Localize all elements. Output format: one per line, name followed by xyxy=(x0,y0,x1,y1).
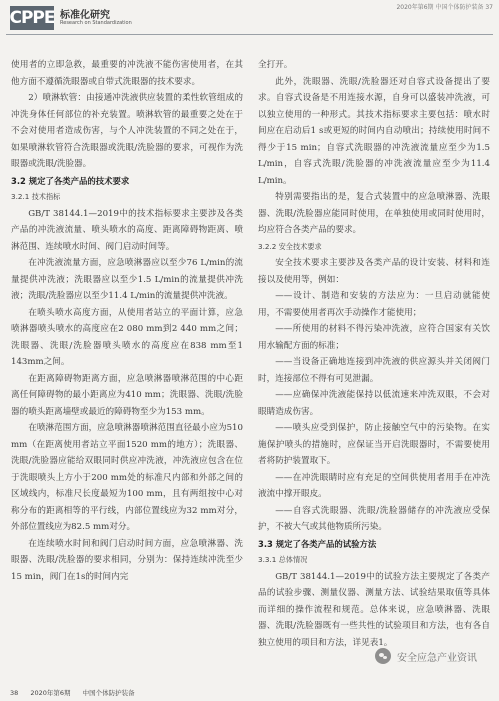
list-item: ——当设备正确地连接到冲洗液的供应源头并关闭阀门时，连接部位不得有可见泄漏。 xyxy=(258,357,490,384)
journal-logo: CPPE xyxy=(9,8,55,28)
paragraph: 在喷头喷水高度方面，从使用者站立的平面计算，应急喷淋器喷头喷水的高度应在2 080 mm到2 440 mm之间；洗眼器、洗眼/洗脸器喷头喷水的高度应在838 mm至1 143mm之间。 xyxy=(11,307,243,367)
list-item: ——应确保冲洗液能保持以低流速来冲洗双眼，不会对眼睛造成伤害。 xyxy=(258,390,490,417)
page-number: 38 xyxy=(10,689,19,697)
paragraph: 安全技术要求主要涉及各类产品的设计安装、材料和连接以及使用等，例如： xyxy=(258,258,490,285)
list-item: ——在冲洗眼睛时应有充足的空间供使用者用手在冲洗液流中撑开眼皮。 xyxy=(258,472,490,499)
paragraph: 2）喷淋软管：由接通冲洗液供应装置的柔性软管组成的冲洗身体任何部位的补充装置。喷淋软管的最重要之处在于不会对使用者造成伤害，与个人冲洗装置的不同之处在于，如果喷淋软管符合洗眼器或洗眼/洗脸器的要求，可视作为洗眼器或洗眼/洗脸器。 xyxy=(11,93,243,169)
paragraph: 特别需要指出的是，复合式装置中的应急喷淋器、洗眼器、洗眼/洗脸器应能同时使用，在单独使用或同时使用时，均应符合各类产品的要求。 xyxy=(258,192,490,235)
paragraph: 在距离障碍物距离方面，应急喷淋器喷淋范围的中心距离任何障碍物的最小距离应为410 mm；洗眼器、洗眼/洗脸器的喷头距离墙壁或最近的障碍物至少为153 mm。 xyxy=(11,373,243,417)
paragraph: 全打开。 xyxy=(258,60,293,70)
subsection-heading: 3.2.1 技术指标 xyxy=(11,192,61,201)
subsection-heading: 3.2.2 安全技术要求 xyxy=(258,241,322,251)
section-title-cn: 标准化研究 xyxy=(60,10,110,21)
header-divider xyxy=(6,34,493,35)
paragraph: 使用者的立即急救，最重要的冲洗液不能伤害使用者，在其他方面不遵循洗眼器或自带式洗眼器的技术要求。 xyxy=(11,60,243,87)
paragraph: 此外，洗眼器、洗眼/洗脸器还对自容式设备提出了要求。自容式设备是不用连接水源，自身可以盛装冲洗液，可以独立使用的一种形式。其技术指标要求主要包括：喷水时间应在启动后1 s或更短的时间内自动喷出；持续使用时间不得少于15 min；自容式洗眼器的冲洗液流量应至少为1.5 L/min，自容式洗眼/洗脸器的冲洗液流量应至少为11.4 L/min。 xyxy=(258,76,490,186)
right-column xyxy=(258,57,490,651)
paragraph: 在连续喷水时间和阀门启动时间方面，应急喷淋器、洗眼器、洗眼/洗脸器的要求相同，分别为：保持连续冲洗至少15 min，阀门在1s的时间内完 xyxy=(11,538,243,582)
page-header xyxy=(0,0,499,36)
list-item: ——自容式洗眼器、洗眼/洗脸器储存的冲洗液应受保护，不被大气或其他物质所污染。 xyxy=(258,505,490,532)
paragraph: 在冲洗液流量方面，应急喷淋器应以至少76 L/min的流量提供冲洗液；洗眼器应以至少1.5 L/min的流量提供冲洗液；洗眼/洗脸器应以至少11.4 L/min的流量提供冲洗液。 xyxy=(11,258,243,301)
paragraph: 在喷淋范围方面，应急喷淋器喷淋范围直径最小应为510 mm（在距离使用者站立平面1520 mm的地方）；洗眼器、洗眼/洗脸器应能给双眼同时供应冲洗液，冲洗液应包含在位于洗眼喷头上方小于200 mm处的标准尺内部和外部之间的区域线内，标准尺长度最短为100 mm，且有两组按中心对称分布的距离相等的平行线，内部位置线应为32 mm对分，外部位置线应为82.5 mm对分。 xyxy=(11,423,243,532)
watermark-text: 安全应急产业资讯 xyxy=(397,652,477,664)
subsection-heading: 3.3.1 总体情况 xyxy=(258,555,308,564)
section-heading: 3.3 规定了各类产品的试验方法 xyxy=(258,538,377,549)
issue-label: 2020年第6期 xyxy=(30,689,71,697)
list-item: ——所使用的材料不得污染冲洗液，应符合国家有关饮用水输配方面的标准； xyxy=(258,324,490,351)
section-heading: 3.2 规定了各类产品的技术要求 xyxy=(11,175,130,186)
list-item: ——设计、制造和安装的方法应为：一旦启动就能使用，不需要使用者再次手动操作才能使用； xyxy=(258,291,490,318)
list-item: ——喷头应受到保护，防止接触空气中的污染物。在实施保护喷头的措施时，应保证当开启洗眼器时，不需要使用者将防护装置取下。 xyxy=(258,423,490,466)
header-running-title: 2020年第6期 中国个体防护装备 37 xyxy=(396,4,493,11)
source-watermark xyxy=(375,648,477,664)
paragraph: GB/T 38144.1—2019中的试验方法主要规定了各类产品的试验步骤、测量仪器、测量方法、试验结果取值等具体而详细的操作流程和规范。总体来说，应急喷淋器、洗眼器、洗眼/洗脸器既有一些共性的试验项目和方法，也有各自独立使用的项目和方法，详见表1。 xyxy=(258,571,490,648)
section-title-en: Research on Standardization xyxy=(60,20,132,26)
journal-name: 中国个体防护装备 xyxy=(82,689,135,697)
paragraph: GB/T 38144.1—2019中的技术指标要求主要涉及各类产品的冲洗液流量、喷头喷水的高度、距离障碍物距离、喷淋范围、连续喷水时间、阀门启动时间等。 xyxy=(11,208,243,252)
left-column xyxy=(11,57,243,585)
wechat-icon xyxy=(375,648,391,664)
page-footer xyxy=(10,688,145,697)
